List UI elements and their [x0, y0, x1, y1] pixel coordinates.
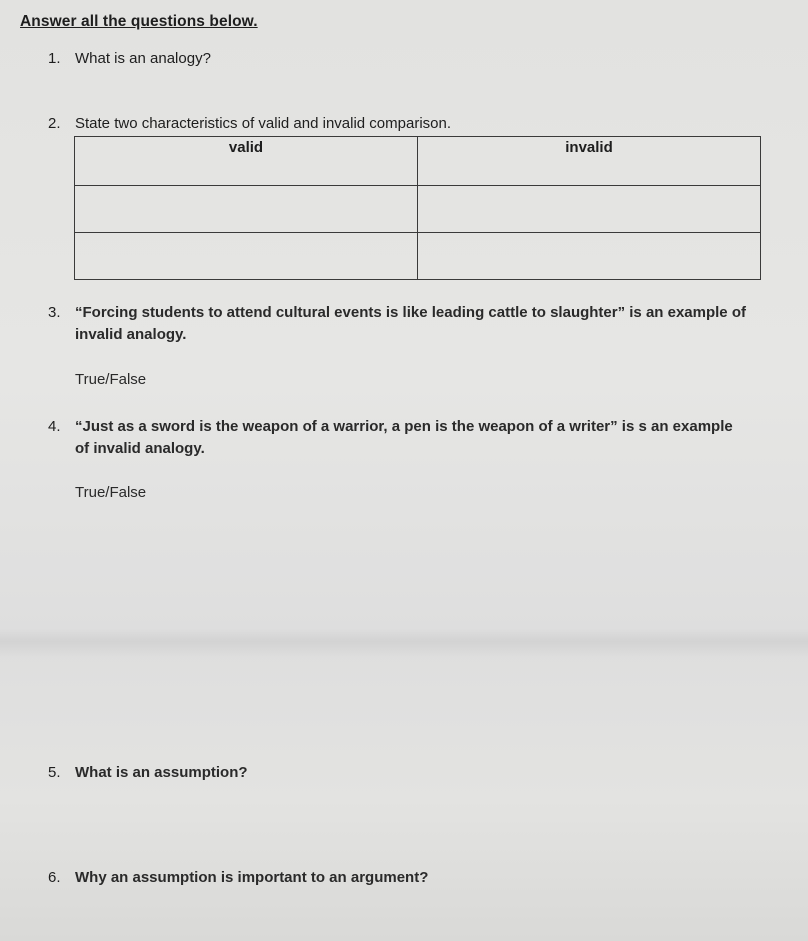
invalid-answer-cell-2[interactable]	[418, 233, 761, 280]
question-6	[48, 867, 428, 889]
question-5-text: What is an assumption?	[75, 764, 248, 781]
table-header-row	[75, 137, 761, 186]
question-4-number: 4.	[48, 418, 61, 435]
question-4-true-false[interactable]: True/False	[75, 484, 147, 501]
question-2-text: State two characteristics of valid and invalid comparison.	[75, 115, 452, 132]
header-invalid: invalid	[418, 137, 761, 186]
worksheet-heading: Answer all the questions below.	[20, 13, 258, 30]
question-5	[48, 762, 248, 784]
question-1-number: 1.	[48, 50, 61, 67]
header-valid: valid	[75, 137, 418, 186]
table-row	[75, 233, 761, 280]
question-6-text: Why an assumption is important to an argument?	[75, 869, 429, 886]
question-4-text-line1: “Just as a sword is the weapon of a warrior, a pen is the weapon of a writer” is s an example	[75, 418, 733, 435]
valid-answer-cell-1[interactable]	[75, 186, 418, 233]
comparison-table	[74, 136, 761, 280]
question-3-number: 3.	[48, 304, 61, 321]
table-row	[75, 186, 761, 233]
question-6-number: 6.	[48, 869, 61, 886]
question-3-text-line2: invalid analogy.	[75, 326, 187, 343]
question-4	[48, 416, 768, 460]
question-3-text-line1: “Forcing students to attend cultural events is like leading cattle to slaughter” is an example of	[75, 304, 746, 321]
question-3	[48, 302, 768, 346]
question-5-number: 5.	[48, 764, 61, 781]
paper-fold	[0, 628, 808, 658]
question-4-text-line2: of invalid analogy.	[75, 440, 205, 457]
question-2-number: 2.	[48, 115, 61, 132]
invalid-answer-cell-1[interactable]	[418, 186, 761, 233]
question-1	[48, 48, 211, 70]
valid-answer-cell-2[interactable]	[75, 233, 418, 280]
question-2	[48, 113, 451, 135]
question-1-text: What is an analogy?	[75, 50, 211, 67]
question-3-true-false[interactable]: True/False	[75, 371, 147, 388]
